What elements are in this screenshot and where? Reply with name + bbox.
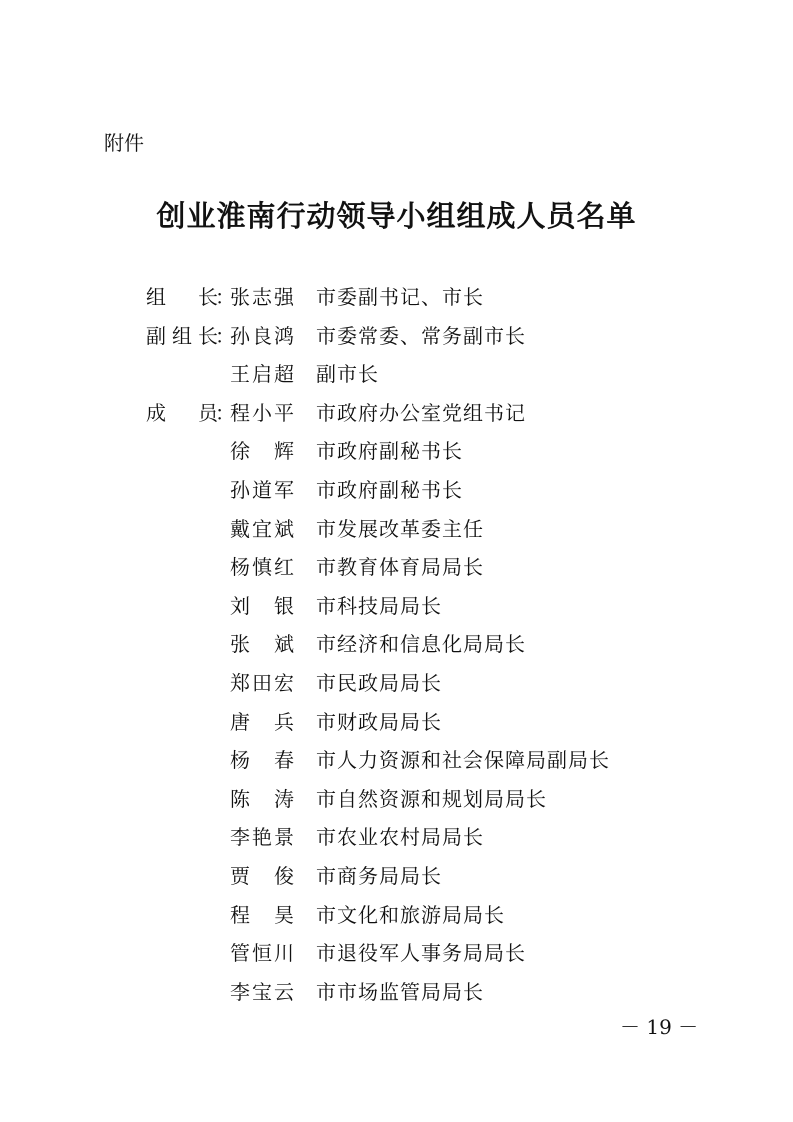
roster-row xyxy=(0,625,793,664)
roster-role-char: 成 xyxy=(146,400,166,425)
member-name-char: 唐 xyxy=(230,709,250,734)
member-name-char: 强 xyxy=(274,285,294,309)
member-position: 市发展改革委主任 xyxy=(316,516,484,541)
member-name-char: 红 xyxy=(274,555,294,580)
member-name xyxy=(230,278,294,317)
roster-role-char: 组 xyxy=(146,285,166,309)
member-name-char: 斌 xyxy=(274,632,294,657)
roster-row xyxy=(0,394,793,433)
member-name xyxy=(230,510,294,549)
roster-role-colon: ： xyxy=(215,323,235,348)
member-name-char: 斌 xyxy=(274,516,294,541)
member-position: 市政府副秘书长 xyxy=(316,439,463,464)
member-name xyxy=(230,587,294,626)
member-name-char: 艳 xyxy=(252,825,272,850)
roster-row xyxy=(0,896,793,935)
member-position: 市文化和旅游局局长 xyxy=(316,902,505,927)
member-name-char: 平 xyxy=(274,400,294,425)
roster-role-char: 长 xyxy=(198,323,218,348)
member-name-char: 云 xyxy=(274,979,294,1004)
roster-row xyxy=(0,355,793,394)
member-name-char: 良 xyxy=(252,323,272,348)
roster-role-char: 组 xyxy=(172,323,192,348)
member-position: 市市场监管局局长 xyxy=(316,979,484,1004)
roster-row xyxy=(0,703,793,742)
member-position: 市科技局局长 xyxy=(316,593,442,618)
roster-row xyxy=(0,510,793,549)
member-name-char: 张 xyxy=(230,632,250,657)
member-position: 市经济和信息化局局长 xyxy=(316,632,526,657)
member-name xyxy=(230,896,294,935)
member-position: 市人力资源和社会保障局副局长 xyxy=(316,748,610,773)
roster-row xyxy=(0,587,793,626)
member-name-char: 陈 xyxy=(230,786,250,811)
member-name-char: 超 xyxy=(274,362,294,387)
roster-role-colon: ： xyxy=(215,400,235,425)
member-name-char: 戴 xyxy=(230,516,250,541)
member-name-char: 孙 xyxy=(230,477,250,502)
member-position: 市政府办公室党组书记 xyxy=(316,400,526,425)
member-name xyxy=(230,548,294,587)
member-name xyxy=(230,355,294,394)
member-name-char: 郑 xyxy=(230,670,250,695)
attachment-label: 附件 xyxy=(104,131,144,155)
member-position: 市委副书记、市长 xyxy=(316,285,484,309)
member-position: 副市长 xyxy=(316,362,379,387)
member-name-char: 贾 xyxy=(230,863,250,888)
member-name-char: 田 xyxy=(252,670,272,695)
member-position: 市教育体育局局长 xyxy=(316,555,484,580)
member-name-char: 涛 xyxy=(274,786,294,811)
member-name-char: 慎 xyxy=(252,555,272,580)
roster-row xyxy=(0,780,793,819)
roster-row xyxy=(0,278,793,317)
member-name-char: 景 xyxy=(274,825,294,850)
member-name-char: 宜 xyxy=(252,516,272,541)
roster-role xyxy=(146,317,218,356)
member-name-char: 川 xyxy=(274,941,294,966)
member-name-char: 李 xyxy=(230,825,250,850)
member-position: 市财政局局长 xyxy=(316,709,442,734)
member-name xyxy=(230,625,294,664)
member-name-char: 宏 xyxy=(274,670,294,695)
member-name-char: 张 xyxy=(230,285,250,309)
member-name xyxy=(230,973,294,1012)
member-name-char: 春 xyxy=(274,748,294,773)
member-name xyxy=(230,934,294,973)
roster-role xyxy=(146,278,218,317)
page-number: － 19 － xyxy=(620,1015,699,1039)
member-position: 市民政局局长 xyxy=(316,670,442,695)
member-name xyxy=(230,664,294,703)
member-name-char: 辉 xyxy=(274,439,294,464)
member-name xyxy=(230,818,294,857)
roster-row xyxy=(0,741,793,780)
member-position: 市退役军人事务局局长 xyxy=(316,941,526,966)
member-name-char: 程 xyxy=(230,400,250,425)
member-name-char: 孙 xyxy=(230,323,250,348)
roster-row xyxy=(0,664,793,703)
member-name xyxy=(230,432,294,471)
member-name-char: 军 xyxy=(274,477,294,502)
member-name xyxy=(230,317,294,356)
member-name xyxy=(230,857,294,896)
member-roster xyxy=(0,278,793,1011)
member-name-char: 昊 xyxy=(274,902,294,927)
member-name-char: 程 xyxy=(230,902,250,927)
member-name-char: 志 xyxy=(252,285,272,309)
member-name-char: 恒 xyxy=(252,941,272,966)
roster-row xyxy=(0,317,793,356)
roster-row xyxy=(0,934,793,973)
member-name-char: 刘 xyxy=(230,593,250,618)
member-name-char: 俊 xyxy=(274,863,294,888)
roster-row xyxy=(0,548,793,587)
member-name-char: 兵 xyxy=(274,709,294,734)
document-title: 创业淮南行动领导小组组成人员名单 xyxy=(156,199,637,233)
roster-role xyxy=(146,394,218,433)
member-name-char: 鸿 xyxy=(274,323,294,348)
member-name xyxy=(230,703,294,742)
roster-role-char: 副 xyxy=(146,323,166,348)
roster-row xyxy=(0,432,793,471)
member-name-char: 杨 xyxy=(230,555,250,580)
member-name-char: 杨 xyxy=(230,748,250,773)
member-name-char: 小 xyxy=(252,400,272,425)
roster-role-char: 长 xyxy=(198,285,218,309)
member-position: 市政府副秘书长 xyxy=(316,477,463,502)
member-position: 市自然资源和规划局局长 xyxy=(316,786,547,811)
member-name xyxy=(230,741,294,780)
member-name-char: 宝 xyxy=(252,979,272,1004)
member-position: 市商务局局长 xyxy=(316,863,442,888)
member-name-char: 管 xyxy=(230,941,250,966)
roster-role-colon: ： xyxy=(215,285,235,309)
member-position: 市委常委、常务副市长 xyxy=(316,323,526,348)
member-name-char: 王 xyxy=(230,362,250,387)
roster-row xyxy=(0,818,793,857)
member-position: 市农业农村局局长 xyxy=(316,825,484,850)
member-name-char: 启 xyxy=(252,362,272,387)
member-name-char: 李 xyxy=(230,979,250,1004)
roster-row xyxy=(0,973,793,1012)
member-name-char: 银 xyxy=(274,593,294,618)
member-name-char: 徐 xyxy=(230,439,250,464)
member-name-char: 道 xyxy=(252,477,272,502)
roster-row xyxy=(0,471,793,510)
member-name xyxy=(230,394,294,433)
roster-role-char: 员 xyxy=(198,400,218,425)
roster-row xyxy=(0,857,793,896)
member-name xyxy=(230,780,294,819)
member-name xyxy=(230,471,294,510)
